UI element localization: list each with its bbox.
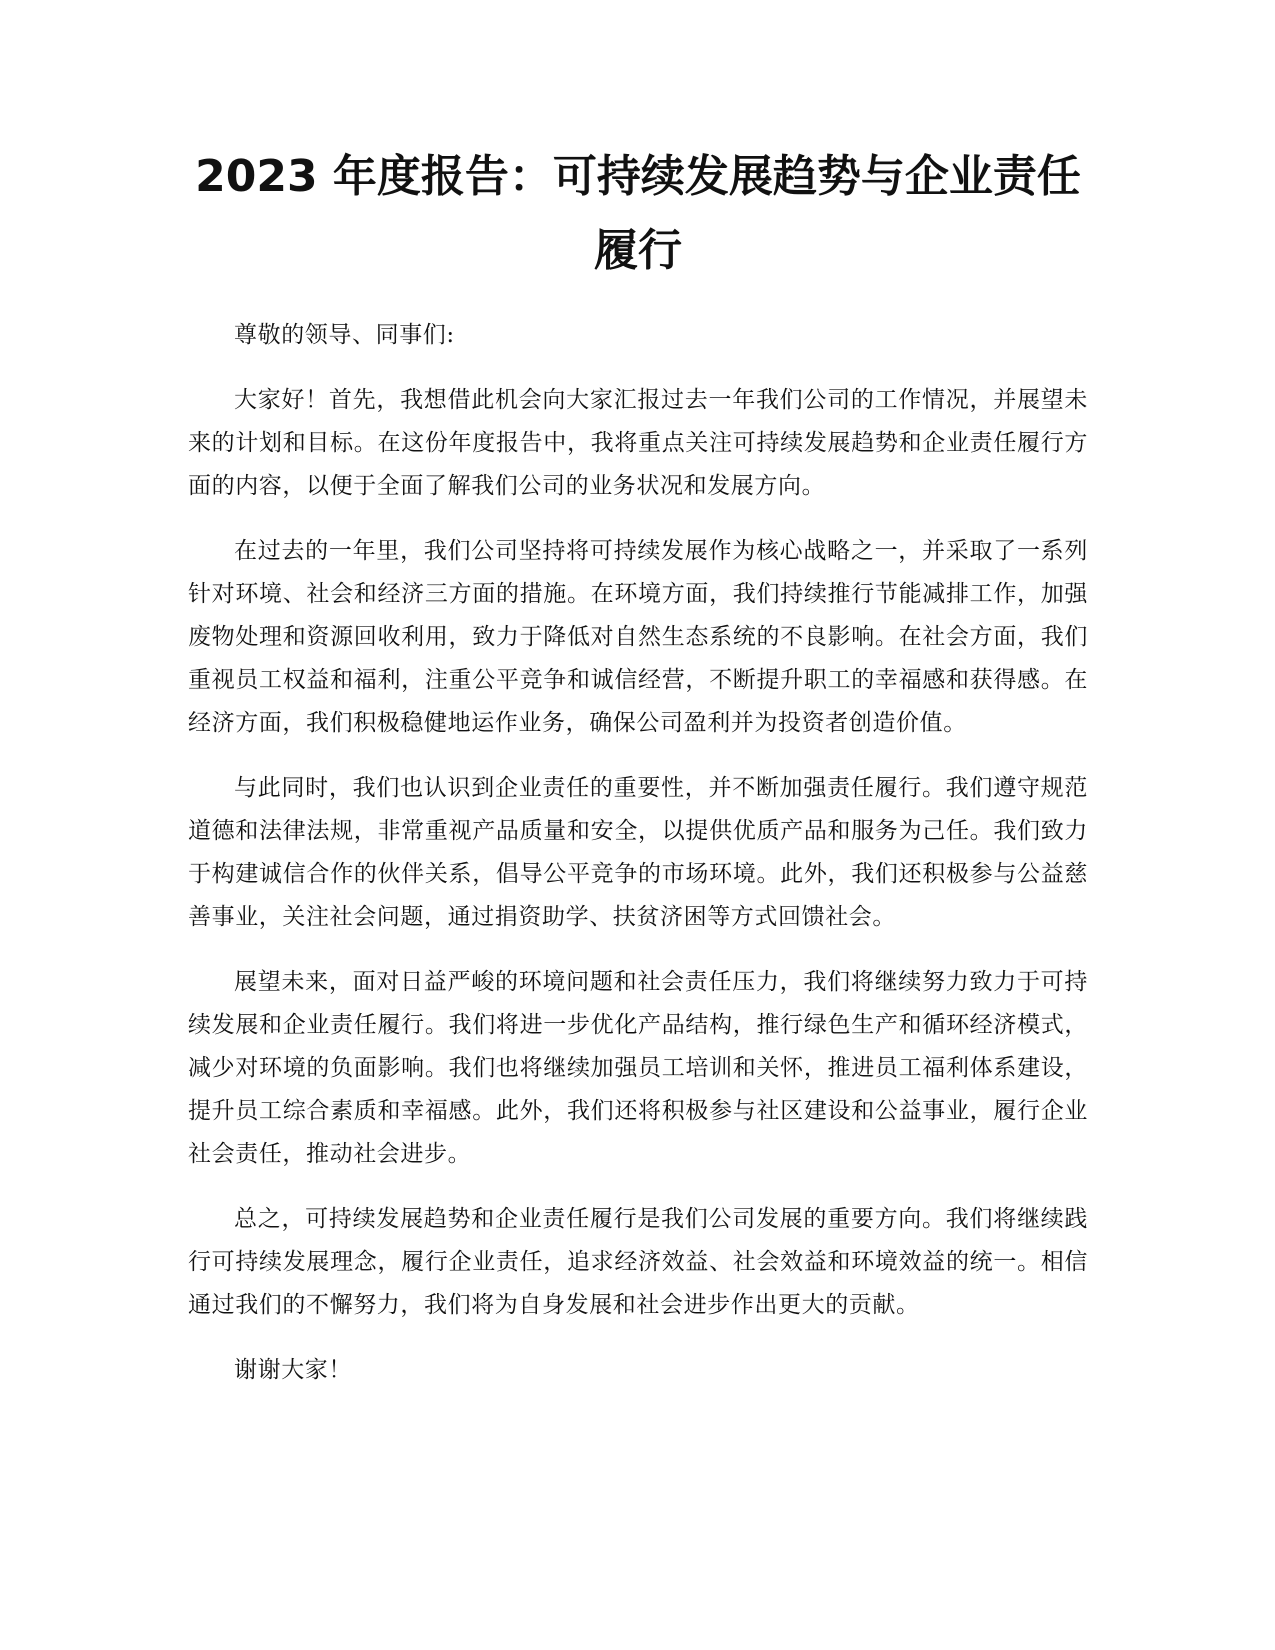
closing: 谢谢大家！ [234, 1357, 352, 1383]
document-body [188, 140, 1088, 1414]
title-line-2: 履行 [594, 225, 682, 276]
paragraph-4: 展望未来，面对日益严峻的环境问题和社会责任压力，我们将继续努力致力于可持续发展和企业责任履行。我们将进一步优化产品结构，推行绿色生产和循环经济模式，减少对环境的负面影响。我们也将继续加强员工培训和关怀，推进员工福利体系建设，提升员工综合素质和幸福感。此外，我们还将积极参与社区建设和公益事业，履行企业社会责任，推动社会进步。 [188, 969, 1088, 1167]
paragraph-3: 与此同时，我们也认识到企业责任的重要性，并不断加强责任履行。我们遵守规范道德和法律法规，非常重视产品质量和安全，以提供优质产品和服务为己任。我们致力于构建诚信合作的伙伴关系，倡导公平竞争的市场环境。此外，我们还积极参与公益慈善事业，关注社会问题，通过捐资助学、扶贫济困等方式回馈社会。 [188, 775, 1088, 930]
title-line-1: 2023 年度报告：可持续发展趋势与企业责任 [195, 151, 1081, 202]
document-title [188, 140, 1088, 288]
paragraph-2: 在过去的一年里，我们公司坚持将可持续发展作为核心战略之一，并采取了一系列针对环境、社会和经济三方面的措施。在环境方面，我们持续推行节能减排工作，加强废物处理和资源回收利用，致力于降低对自然生态系统的不良影响。在社会方面，我们重视员工权益和福利，注重公平竞争和诚信经营，不断提升职工的幸福感和获得感。在经济方面，我们积极稳健地运作业务，确保公司盈利并为投资者创造价值。 [188, 538, 1088, 736]
paragraph-5: 总之，可持续发展趋势和企业责任履行是我们公司发展的重要方向。我们将继续践行可持续发展理念，履行企业责任，追求经济效益、社会效益和环境效益的统一。相信通过我们的不懈努力，我们将为自身发展和社会进步作出更大的贡献。 [188, 1206, 1088, 1318]
paragraph-1: 大家好！首先，我想借此机会向大家汇报过去一年我们公司的工作情况，并展望未来的计划和目标。在这份年度报告中，我将重点关注可持续发展趋势和企业责任履行方面的内容，以便于全面了解我们公司的业务状况和发展方向。 [188, 387, 1088, 499]
salutation: 尊敬的领导、同事们: [234, 322, 455, 348]
